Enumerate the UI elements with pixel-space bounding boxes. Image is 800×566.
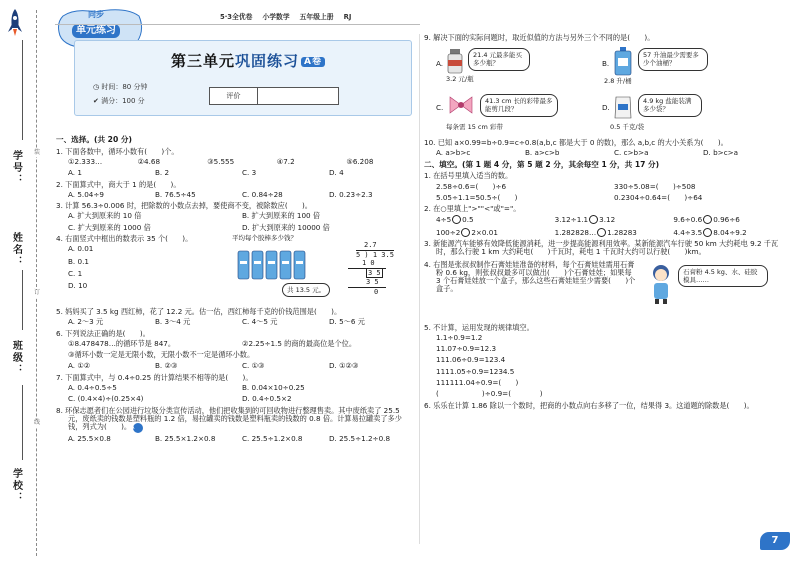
title-box	[74, 40, 412, 116]
option[interactable]: B. 25.5×1.2×0.8	[155, 434, 216, 444]
compare-item: 100÷2 2×0.01	[436, 227, 498, 237]
question-5	[56, 308, 416, 327]
section-choice-title: 一、选择。(共 20 分)	[56, 135, 132, 144]
question-10	[424, 139, 792, 158]
option[interactable]: A. 25.5×0.8	[68, 434, 111, 444]
question-1	[56, 148, 416, 178]
fill-item[interactable]: 330÷5.08=( )÷508	[614, 181, 696, 191]
pattern-line: 1.1÷0.9=1.2	[436, 332, 483, 342]
options	[56, 245, 176, 294]
option[interactable]: B. 0.04×10÷0.25	[242, 382, 305, 392]
option[interactable]: B. 3～4 元	[155, 317, 191, 327]
option[interactable]: C. 0.84÷28	[242, 189, 283, 199]
item: ③5.555	[207, 157, 235, 166]
option[interactable]: D. 扩大到原来的 10000 倍	[242, 222, 330, 232]
binding-rule	[22, 385, 23, 460]
class-label: 班级：	[10, 340, 22, 376]
question-stem: 4. 右面竖式中框出的数表示 35 个( )。	[56, 233, 193, 243]
cut-mark: 装	[34, 149, 41, 156]
cut-mark: 订	[34, 289, 41, 296]
option-c-label[interactable]: C.	[436, 103, 444, 112]
book-name: 5·3全优卷	[220, 13, 253, 21]
question-stem: 3. 新能源汽车能够有效降低能源消耗，进一步提高能源利用效率。某新能源汽车行驶 50 km 大约耗电 9.2 千瓦时，那么行驶 1 km 大约耗电( )千瓦时，耗电 1 千瓦时大约可以行驶( )km。	[424, 238, 779, 257]
answer-tag: A	[133, 423, 143, 433]
question-stem: 7. 下面算式中，与 0.4÷0.25 的计算结果不相等的是( )。	[56, 372, 253, 382]
option[interactable]: A. 5.04÷9	[68, 189, 104, 199]
column-divider	[419, 34, 420, 544]
title-prefix: 第三单元	[171, 52, 236, 70]
number-list	[56, 158, 416, 166]
option[interactable]: D. 10	[68, 281, 88, 291]
options	[56, 435, 416, 443]
glue-sticks-illustration	[232, 247, 332, 287]
bubble-a: 21.4 元最多能买多少瓶？	[468, 48, 530, 71]
item: ①2.333…	[68, 157, 103, 166]
question-stem: 10. 已知 a×0.99=b÷0.9=c÷0.8(a,b,c 都是大于 0 的数)，那么 a,b,c 的大小关系为( )。	[424, 138, 728, 147]
question-6	[56, 330, 416, 371]
rocket-icon	[6, 8, 24, 38]
version-tag: A卷	[301, 57, 325, 67]
pattern-lines	[424, 334, 792, 399]
compare-circle[interactable]	[461, 228, 470, 237]
options	[56, 395, 416, 403]
question-2	[56, 181, 416, 200]
question-8	[56, 407, 416, 444]
question-stem: 2. 在○里填上">""<"或"="。	[424, 204, 521, 214]
option[interactable]: B. 2	[155, 168, 170, 178]
fill-3	[424, 240, 792, 257]
pattern-line: 111.06÷0.9=123.4	[436, 355, 506, 365]
question-7	[56, 374, 416, 404]
option[interactable]: D. ①②③	[329, 361, 359, 371]
option[interactable]: A. 0.4÷0.5÷5	[68, 382, 117, 392]
option[interactable]: A. 2～3 元	[68, 317, 104, 327]
bubble-c: 41.3 cm 长的彩带最多能剪几段？	[480, 94, 558, 117]
options	[56, 318, 416, 326]
binding-rule	[22, 40, 23, 140]
option[interactable]: B. a>c>b	[525, 148, 560, 158]
question-stem: 8. 环保志愿者们在公园进行垃圾分类宣传活动，他们把收集到的可回收物进行整理售卖。其中废纸卖了 25.5 元，废纸卖的钱数是塑料瓶的 1.2 倍，易拉罐卖的钱数是塑料瓶卖的钱数的 0.8 倍。计算易拉罐卖了多少钱，列式为( )。 A	[56, 405, 402, 432]
bubble-b: 57 升油最少需要多少个油桶？	[638, 48, 708, 71]
options	[56, 384, 416, 392]
price-b: 2.8 升/桶	[604, 77, 632, 85]
option[interactable]: C. 扩大到原来的 1000 倍	[68, 222, 151, 232]
question-3	[56, 202, 416, 232]
binding-strip	[0, 0, 50, 566]
item: ④7.2̇	[276, 157, 295, 166]
option[interactable]: D. 0.4÷0.5×2	[242, 394, 292, 404]
option[interactable]: B. 0.1	[68, 256, 89, 266]
question-stem: 2. 下面算式中，商大于 1 的是( )。	[56, 179, 181, 189]
question-stem: 5. 妈妈买了 3.5 kg 西红柿，花了 12.2 元。估一估，西红柿每千克的价钱范围是( )。	[56, 306, 342, 316]
pattern-line[interactable]: ( )÷0.9=( )	[436, 389, 543, 399]
fill-1	[424, 172, 792, 202]
option[interactable]: B. ②③	[155, 361, 178, 371]
pattern-line[interactable]: 111111.04÷0.9=( )	[436, 377, 519, 387]
option[interactable]: A. 1	[68, 168, 82, 178]
book-info	[220, 14, 418, 22]
option[interactable]: D. 4	[329, 168, 344, 178]
fill-item[interactable]: 2.58÷0.6=( )÷6	[436, 181, 507, 191]
total-price-bubble: 共 13.5 元。	[282, 283, 330, 297]
option[interactable]: A. 扩大到原来的 10 倍	[68, 211, 142, 221]
badge-text-2: 单元练习	[72, 24, 120, 38]
section-fill-title: 二、填空。(第 1 题 4 分，第 5 题 2 分，其余每空 1 分，共 17 分)	[424, 159, 660, 169]
drink-bottle-icon	[446, 48, 464, 74]
cut-mark: 线	[34, 419, 41, 426]
compare-item: 4.4÷3.5 8.04÷9.2	[673, 227, 747, 237]
option-b-label[interactable]: B.	[602, 59, 610, 68]
child-avatar-icon	[648, 263, 674, 305]
option[interactable]: C. 25.5÷1.2×0.8	[242, 434, 303, 444]
statement: ③循环小数一定是无限小数，无限小数不一定是循环小数。	[68, 350, 255, 360]
page-title	[171, 53, 325, 70]
option-d-label[interactable]: D.	[602, 103, 610, 112]
subject: 小学数学	[262, 13, 290, 21]
question-4	[56, 235, 416, 307]
check-icon: ✔	[93, 97, 102, 105]
option[interactable]: D. 0.23÷2.3	[329, 189, 373, 199]
bubble-d: 4.9 kg 盐能装满多少袋？	[638, 94, 702, 117]
header-rule	[55, 24, 420, 25]
compare-item: 3.12÷1.1 3.12	[554, 215, 616, 225]
price-a: 3.2 元/瓶	[446, 75, 474, 83]
time-limit: ◷ 时间：80 分钟	[93, 83, 148, 91]
options	[56, 212, 416, 220]
question-stem: 9. 解决下面的实际问题时，取近似值的方法与另外三个不同的是( )。	[424, 33, 655, 42]
price-d: 0.5 千克/袋	[610, 123, 645, 131]
salt-bag-icon	[614, 94, 632, 120]
school-label: 学校：	[10, 468, 22, 504]
full-score: ✔ 满分：100 分	[93, 97, 145, 105]
fill-2	[424, 205, 792, 237]
option[interactable]: C. ①③	[242, 361, 265, 371]
compare-circle[interactable]	[703, 215, 712, 224]
note-c: 每条需 15 cm 彩带	[446, 123, 503, 131]
statement: ②2.25÷1.5 的商的最高位是个位。	[242, 338, 357, 348]
left-column	[56, 134, 416, 446]
compare-row	[424, 228, 792, 237]
pattern-line: 11.07÷0.9=12.3	[436, 344, 497, 354]
option[interactable]: C. c>b>a	[614, 148, 649, 158]
option[interactable]: D. b>c>a	[703, 148, 739, 158]
question-stem: 6. 乐乐在计算 1.86 除以一个数时，把商的小数点向右多移了一位，结果得 3。这道题的除数是( )。	[424, 400, 754, 410]
fill-6	[424, 402, 792, 410]
option[interactable]: D. 25.5÷1.2÷0.8	[329, 434, 391, 444]
statement: ①8.478478…的循环节是 847。	[68, 338, 176, 348]
evaluation-box[interactable]	[209, 87, 339, 105]
compare-circle[interactable]	[703, 228, 712, 237]
option[interactable]: C. 4～5 元	[242, 317, 278, 327]
compare-item: 1.282828… 1.28283	[554, 227, 637, 237]
compare-row	[424, 215, 792, 224]
compare-item: 4÷5 0.5	[436, 215, 474, 225]
question-stem: 4. 右图是张叔叔制作石膏娃娃准备的材料，每个石膏娃娃需用石膏粉 0.6 kg，则张叔叔最多可以做出( )个石膏娃娃；如果每 3 个石膏娃娃放一个盒子，那么这些石膏娃娃至少需要( )个盒子。	[424, 259, 636, 294]
options	[56, 224, 416, 232]
fill-item[interactable]: 0.2304÷0.64=( )÷64	[614, 192, 703, 202]
binding-rule	[22, 270, 23, 330]
title-highlight: 巩固练习	[235, 52, 300, 70]
question-stem: 1. 在括号里填入适当的数。	[424, 171, 513, 181]
option[interactable]: B. 扩大到原来的 100 倍	[242, 211, 321, 221]
option[interactable]: C. 1	[68, 268, 83, 278]
option[interactable]: A. a>b>c	[436, 148, 471, 158]
fill-row	[424, 194, 792, 202]
option-a-label[interactable]: A.	[436, 59, 444, 68]
page-number: 7	[760, 532, 790, 550]
question-stem: 5. 不计算，运用发现的规律填空。	[424, 322, 534, 332]
compare-circle[interactable]	[589, 215, 598, 224]
question-stem: 3. 计算 56.3÷0.006 时，把除数的小数点去掉，要使商不变，被除数应( )。	[56, 201, 312, 211]
oil-barrel-icon	[614, 46, 632, 76]
evaluation-label: 评价	[210, 88, 258, 104]
options	[56, 191, 416, 199]
student-id-label: 学号：	[10, 150, 22, 186]
fill-item[interactable]: 5.05÷1.1=50.5÷( )	[436, 192, 518, 202]
options	[56, 169, 416, 177]
option[interactable]: B. 76.5÷45	[155, 189, 196, 199]
badge-text-1: 同步	[88, 10, 104, 19]
question-stem: 1. 下面各数中，循环小数有( )个。	[56, 146, 179, 156]
compare-item: 9.6÷0.6 0.96÷6	[673, 215, 740, 225]
options	[424, 149, 792, 157]
option[interactable]: A. ①②	[68, 361, 91, 371]
question-9	[424, 34, 792, 138]
statements	[56, 340, 416, 348]
grade: 五年级上册	[299, 13, 334, 21]
fill-4	[424, 261, 792, 323]
option[interactable]: A. 0.01	[68, 244, 94, 254]
option[interactable]: C. 3	[242, 168, 257, 178]
item: ⑤6.2̇0̇8̇	[346, 157, 374, 166]
statements	[56, 351, 416, 359]
option[interactable]: D. 5～6 元	[329, 317, 365, 327]
fill-row	[424, 183, 792, 191]
cut-line	[36, 10, 37, 556]
question-stem: 6. 下列说法正确的是( )。	[56, 328, 150, 338]
edition: RJ	[343, 13, 352, 21]
long-division: 2.7 5 ) 1 3.5 1 0 3 5 3 5 0	[348, 241, 394, 297]
ribbon-icon	[448, 94, 474, 116]
clock-icon: ◷	[93, 83, 102, 91]
fill-5	[424, 324, 792, 399]
option[interactable]: C. (0.4×4)÷(0.25×4)	[68, 394, 144, 404]
name-label: 姓名：	[10, 232, 22, 268]
right-column	[424, 34, 792, 411]
compare-circle[interactable]	[452, 215, 461, 224]
item: ②4.68	[137, 157, 161, 166]
pattern-line: 1111.05÷0.9=1234.5	[436, 366, 515, 376]
materials-bubble: 石膏粉 4.5 kg、水、硅胶模具……	[678, 265, 768, 288]
compare-circle[interactable]	[597, 228, 606, 237]
glue-stick-question: 平均每个胶棒多少钱？	[232, 233, 297, 242]
options	[56, 362, 416, 370]
